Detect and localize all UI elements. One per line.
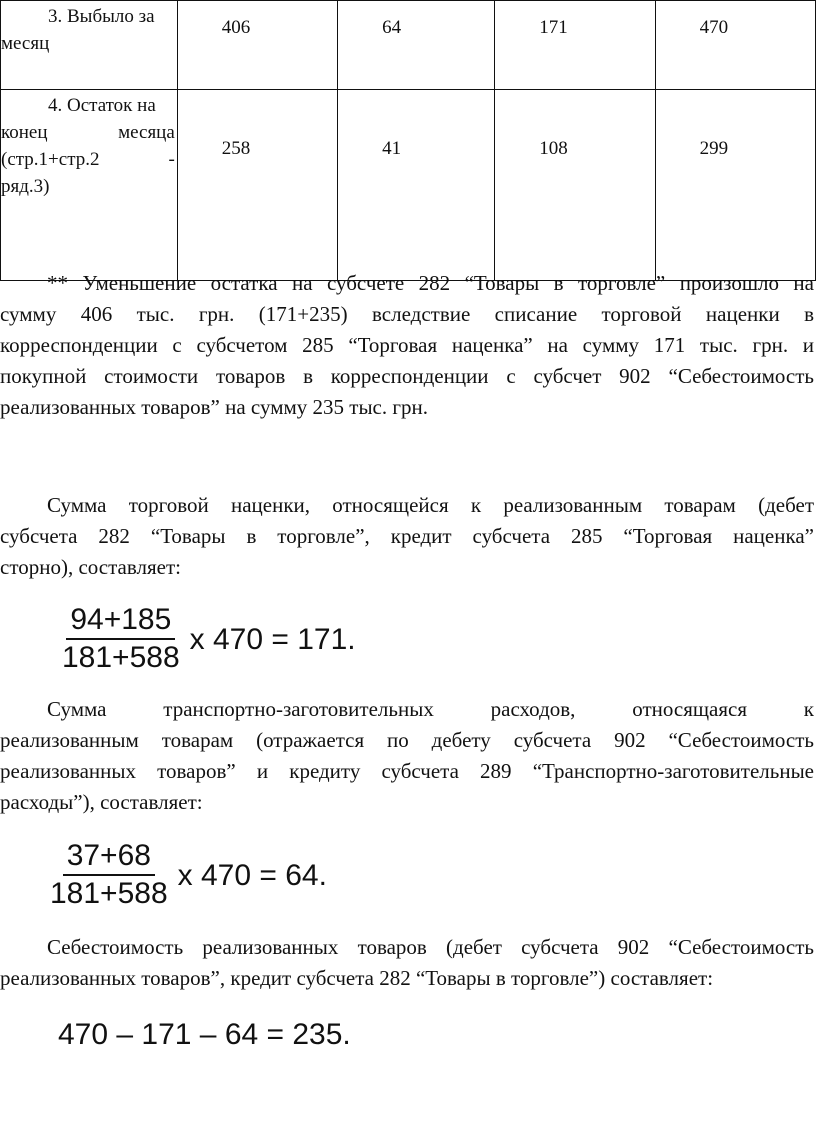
- value-cell: 299: [655, 90, 815, 281]
- row-label-line-pair: [1, 146, 175, 173]
- formula-result: x 470 = 171.: [189, 623, 356, 656]
- text-line: ** Уменьшение остатка на субсчете 282 “Товары в торговле” произошло на: [47, 271, 814, 295]
- value-cell: 258: [177, 90, 337, 281]
- text-line: реализованных товаров” и кредиту субсчета 289 “Транспортно-заготовительные: [0, 759, 814, 783]
- text-line: корреспонденции с субсчетом 285 “Торговая наценка” на сумму 171 тыс. грн. и: [0, 333, 814, 357]
- transport-paragraph: [0, 694, 814, 818]
- text-line: расходы”), составляет:: [0, 790, 203, 814]
- text-line: реализованных товаров” на сумму 235 тыс. грн.: [0, 395, 428, 419]
- denominator: 181+588: [62, 641, 180, 674]
- table-row: [1, 1, 816, 90]
- fraction: [62, 604, 180, 674]
- row-label-word: (стр.1+стр.2: [1, 149, 100, 170]
- text-line: покупной стоимости товаров в корреспонденции с субсчет 902 “Себестоимость: [0, 364, 814, 388]
- value-cell: 108: [495, 90, 655, 281]
- text-line: Сумма торговой наценки, относящейся к реализованным товарам (дебет: [47, 493, 814, 517]
- balance-table: [0, 0, 816, 281]
- row-label-line: 4. Остаток на: [48, 95, 156, 116]
- transport-formula: [50, 840, 327, 910]
- value-cell: 41: [338, 90, 495, 281]
- note-paragraph: [0, 268, 814, 423]
- text-line: сумму 406 тыс. грн. (171+235) вследствие списание торговой наценки в: [0, 302, 814, 326]
- formula-expression: 470 – 171 – 64 = 235.: [58, 1018, 351, 1051]
- row-label-line: 3. Выбыло за: [48, 6, 155, 27]
- row-label-word: конец: [1, 122, 48, 143]
- formula-result: x 470 = 64.: [177, 859, 327, 892]
- row-label-line: ряд.3): [1, 176, 50, 197]
- numerator: 94+185: [66, 604, 175, 640]
- fraction: [50, 840, 168, 910]
- row-label-word: месяца: [118, 122, 175, 143]
- value-cell: 470: [655, 1, 815, 90]
- cost-formula: [58, 1018, 351, 1052]
- markup-formula: [62, 604, 356, 674]
- denominator: 181+588: [50, 877, 168, 910]
- text-line: Себестоимость реализованных товаров (дебет субсчета 902 “Себестоимость: [47, 935, 814, 959]
- row-label-cell: [1, 1, 178, 90]
- row-label-word: -: [168, 149, 175, 170]
- text-line: реализованным товарам (отражается по дебету субсчета 902 “Себестоимость: [0, 728, 814, 752]
- value-cell: 64: [338, 1, 495, 90]
- text-line: субсчета 282 “Товары в торговле”, кредит субсчета 285 “Торговая наценка”: [0, 524, 814, 548]
- row-label-line-pair: [1, 119, 175, 146]
- numerator: 37+68: [63, 840, 155, 876]
- row-label-line: месяц: [1, 33, 50, 54]
- cost-paragraph: [0, 932, 814, 994]
- value-cell: 171: [495, 1, 655, 90]
- text-line: реализованных товаров”, кредит субсчета 282 “Товары в торговле”) составляет:: [0, 966, 714, 990]
- markup-paragraph: [0, 490, 814, 583]
- text-line: сторно), составляет:: [0, 555, 181, 579]
- text-line: Сумма транспортно-заготовительных расходов, относящаяся к: [47, 697, 814, 721]
- table-row: [1, 90, 816, 281]
- row-label-cell: [1, 90, 178, 281]
- value-cell: 406: [177, 1, 337, 90]
